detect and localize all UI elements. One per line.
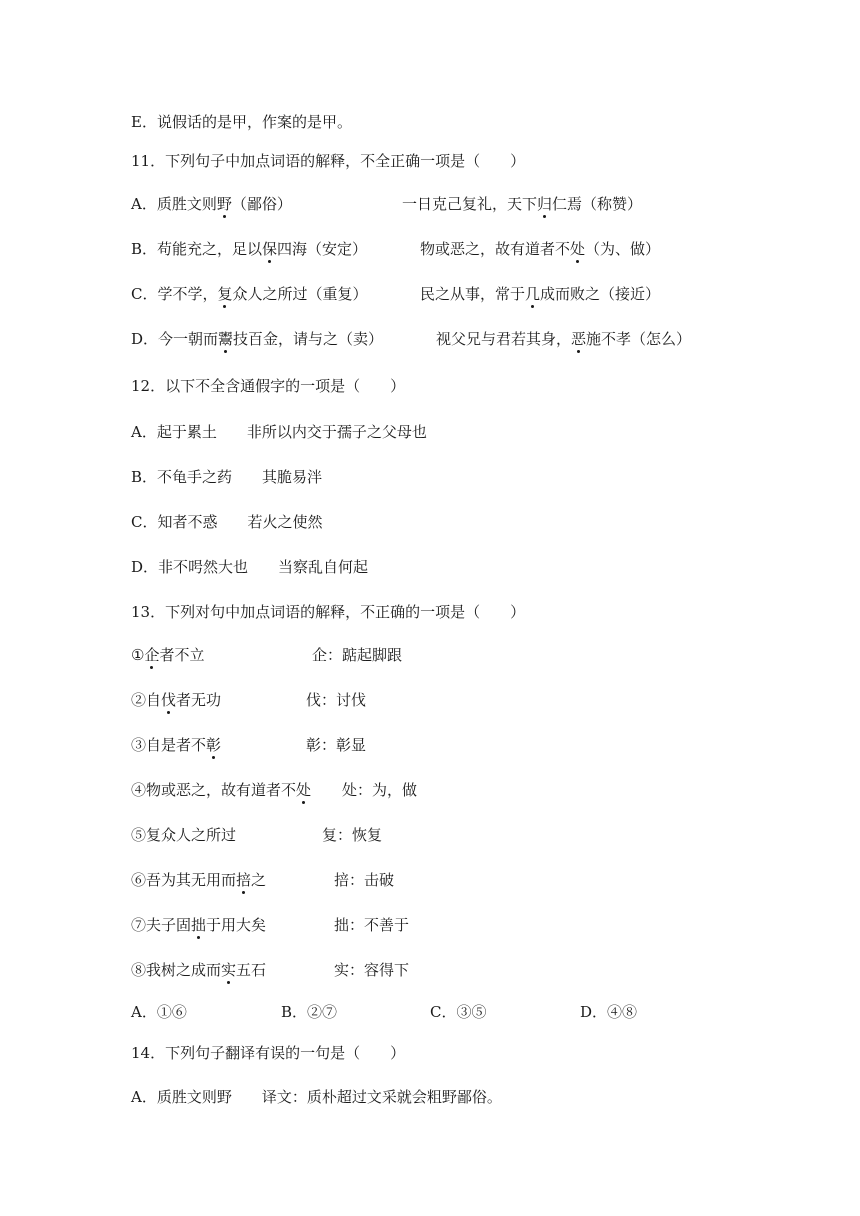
q11-option-d-left <box>131 329 383 349</box>
text: ③自是者不 <box>131 736 207 754</box>
q14-option-a: A．质胜文则野 译文：质朴超过文采就会粗野鄙俗。 <box>131 1088 502 1106</box>
q13-item-5 <box>131 825 236 845</box>
q13-item-6 <box>131 870 266 890</box>
q13-gloss-4: 处：为，做 <box>342 781 418 799</box>
q13-gloss-5: 复：恢复 <box>322 826 383 844</box>
q13-gloss-1: 企：踮起脚跟 <box>312 646 403 664</box>
text: （为、做） <box>585 240 661 258</box>
text: 施不孝（怎么） <box>586 330 692 348</box>
dotted-char: 处 <box>296 781 312 799</box>
q11-stem: 11．下列句子中加点词语的解释，不全正确一项是（ ） <box>131 152 526 170</box>
dotted-char: 几 <box>525 285 541 303</box>
text: ① <box>131 646 145 664</box>
text: 技百金，请与之（卖） <box>233 330 384 348</box>
dotted-char: 野 <box>216 195 232 213</box>
text: 视父兄与君若其身， <box>436 330 572 348</box>
text: 仁焉（称赞） <box>552 195 643 213</box>
q12-option-a: A．起于累土 非所以内交于孺子之父母也 <box>131 423 427 441</box>
q13-item-1 <box>131 645 204 665</box>
text: 众人之所过（重复） <box>232 285 368 303</box>
q11-option-b-left <box>131 239 367 259</box>
dotted-char: 保 <box>262 240 278 258</box>
text: A．质胜文则 <box>131 195 217 213</box>
text: C．学不学， <box>131 285 218 303</box>
q10-option-e: E．说假话的是甲，作案的是甲。 <box>131 113 352 131</box>
q12-stem: 12．以下不全含通假字的一项是（ ） <box>131 377 406 395</box>
q12-option-b: B．不龟手之药 其脆易泮 <box>131 468 323 486</box>
text: 民之从事，常于 <box>420 285 526 303</box>
text: 者无功 <box>176 691 222 709</box>
q13-item-8 <box>131 960 266 980</box>
text: （鄙俗） <box>231 195 292 213</box>
text: 之 <box>251 871 267 889</box>
text: 物或恶之，故有道者不 <box>420 240 571 258</box>
q13-gloss-3: 彰：彰显 <box>306 736 367 754</box>
q12-option-d: D．非不呺然大也 当察乱自何起 <box>131 558 369 576</box>
text: 一日克己复礼，天下 <box>402 195 538 213</box>
dotted-char: 处 <box>570 240 586 258</box>
q14-stem: 14．下列句子翻译有误的一句是（ ） <box>131 1044 406 1062</box>
dotted-char: 伐 <box>161 691 177 709</box>
dotted-char: 恶 <box>571 330 587 348</box>
q11-option-b-right <box>420 239 660 259</box>
dotted-char: 掊 <box>236 871 252 889</box>
text: ④物或恶之，故有道者不 <box>131 781 297 799</box>
q11-option-a-left <box>131 194 292 214</box>
text: 成而败之（接近） <box>540 285 661 303</box>
q13-item-2 <box>131 690 221 710</box>
text: B．苟能充之，足以 <box>131 240 263 258</box>
q13-item-4 <box>131 780 311 800</box>
q13-stem: 13．下列对句中加点词语的解释，不正确的一项是（ ） <box>131 603 526 621</box>
q13-gloss-7: 拙：不善于 <box>334 916 410 934</box>
dotted-char: 拙 <box>191 916 207 934</box>
text: ⑥吾为其无用而 <box>131 871 237 889</box>
dotted-char: 鬻 <box>218 330 234 348</box>
q13-item-7 <box>131 915 266 935</box>
q11-option-c-left <box>131 284 368 304</box>
dotted-char: 归 <box>537 195 553 213</box>
q11-option-a-right <box>402 194 642 214</box>
q13-option-a: A．①⑥ <box>131 1003 187 1021</box>
q13-option-d: D．④⑧ <box>580 1003 638 1021</box>
dotted-char: 企 <box>144 646 160 664</box>
text: 者不立 <box>159 646 205 664</box>
q11-option-c-right <box>420 284 660 304</box>
text: ⑦夫子固 <box>131 916 192 934</box>
q13-gloss-8: 实：容得下 <box>334 961 410 979</box>
text: 四海（安定） <box>277 240 368 258</box>
q13-option-b: B．②⑦ <box>281 1003 338 1021</box>
dotted-char: 复 <box>217 285 233 303</box>
q12-option-c: C．知者不惑 若火之使然 <box>131 513 323 531</box>
text: ⑤复众人之所过 <box>131 826 237 844</box>
q13-gloss-2: 伐：讨伐 <box>306 691 367 709</box>
q13-gloss-6: 掊：击破 <box>334 871 395 889</box>
dotted-char: 彰 <box>206 736 222 754</box>
q13-option-c: C．③⑤ <box>430 1003 487 1021</box>
text: D．今一朝而 <box>131 330 219 348</box>
text: ②自 <box>131 691 162 709</box>
text: 五石 <box>236 961 267 979</box>
q13-item-3 <box>131 735 221 755</box>
text: 于用大矣 <box>206 916 267 934</box>
text: ⑧我树之成而 <box>131 961 222 979</box>
dotted-char: 实 <box>221 961 237 979</box>
q11-option-d-right <box>436 329 691 349</box>
